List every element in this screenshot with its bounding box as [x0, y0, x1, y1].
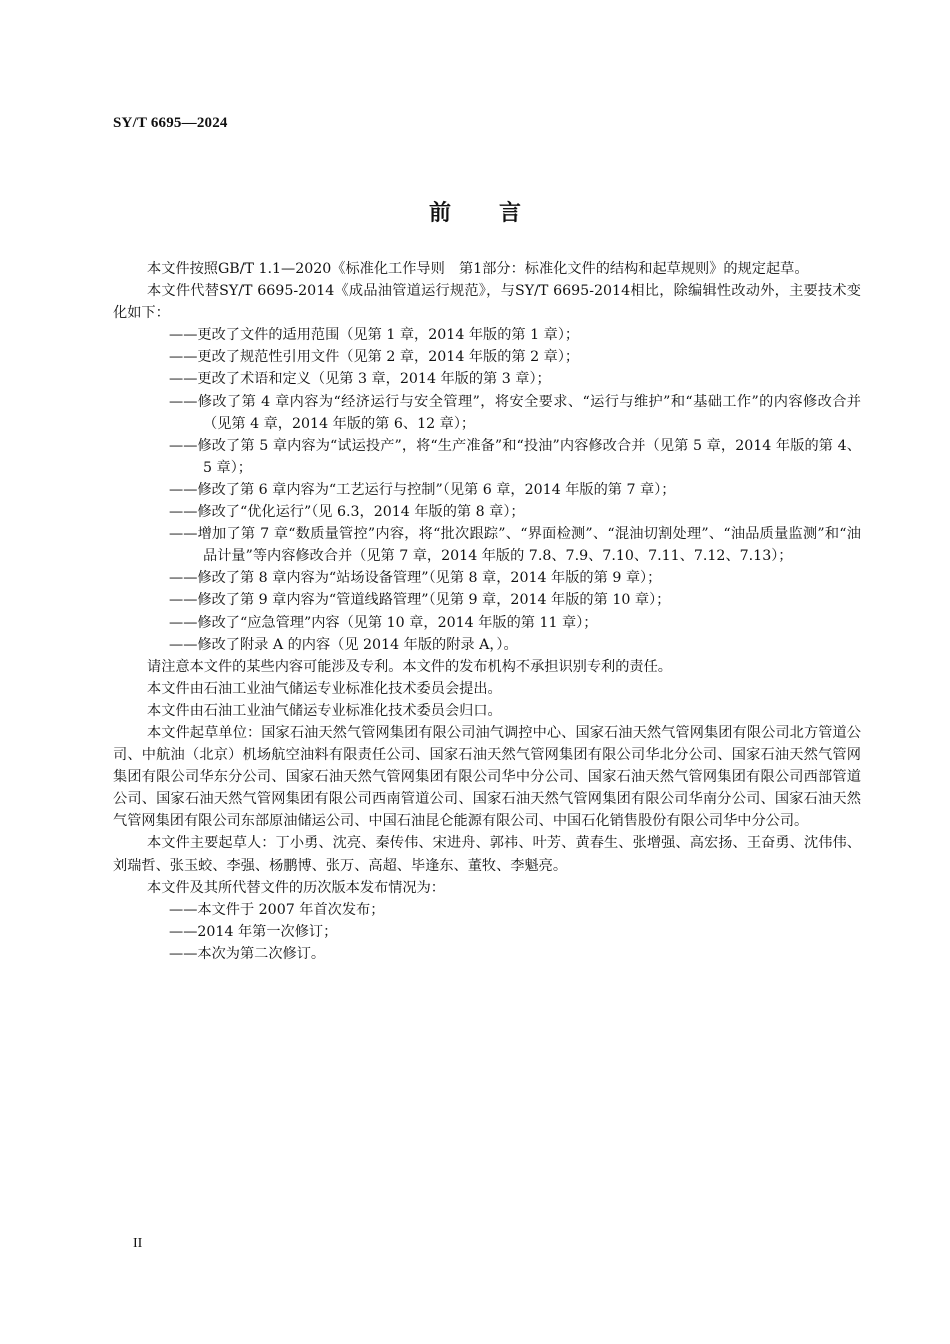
- drafters-paragraph: 本文件主要起草人：丁小勇、沈亮、秦传伟、宋进舟、郭祎、叶芳、黄春生、张增强、高宏扬、王奋勇、沈伟伟、刘瑞哲、张玉蛟、李强、杨鹏博、张万、高超、毕逢东、董牧、李魁亮。: [113, 835, 861, 874]
- history-item: ——2014 年第一次修订；: [169, 923, 338, 940]
- title-char-2: 言: [499, 201, 522, 226]
- drafting-basis-paragraph: 本文件按照GB/T 1.1—2020《标准化工作导则 第1部分：标准化文件的结构和起草规则》的规定起草。: [147, 261, 809, 277]
- change-item: ——修改了“应急管理”内容（见第 10 章，2014 年版的第 11 章）；: [169, 614, 598, 631]
- change-item: ——更改了文件的适用范围（见第 1 章，2014 年版的第 1 章）；: [169, 327, 580, 344]
- standard-code: SY/T 6695—2024: [113, 115, 228, 131]
- page-number: II: [133, 1236, 143, 1251]
- change-item: ——修改了第 9 章内容为“管道线路管理”（见第 9 章，2014 年版的第 10 章）；: [169, 592, 671, 609]
- change-item: ——修改了“优化运行”（见 6.3，2014 年版的第 8 章）；: [169, 504, 525, 521]
- change-item: ——修改了附录 A 的内容（见 2014 年版的附录 A，）。: [169, 636, 518, 653]
- change-item: ——更改了规范性引用文件（见第 2 章，2014 年版的第 2 章）；: [169, 349, 580, 366]
- history-item: ——本文件于 2007 年首次发布；: [169, 901, 385, 918]
- replacement-paragraph: 本文件代替SY/T 6695-2014《成品油管道运行规范》，与SY/T 6695-2014相比，除编辑性改动外，主要技术变化如下：: [113, 283, 861, 322]
- change-item: ——增加了第 7 章“数质量管控”内容，将“批次跟踪”、“界面检测”、“混油切割处理”、“油品质量监测”和“油品计量”等内容修改合并（见第 7 章，2014 年版的 7.8、7.9、7.10、7.11、7.12、7.13）；: [169, 526, 861, 565]
- change-item: ——更改了术语和定义（见第 3 章，2014 年版的第 3 章）；: [169, 371, 551, 388]
- drafting-units-paragraph: 本文件起草单位：国家石油天然气管网集团有限公司油气调控中心、国家石油天然气管网集团有限公司北方管道公司、中航油（北京）机场航空油料有限责任公司、国家石油天然气管网集团有限公司华北分公司、国家石油天然气管网集团有限公司华东分公司、国家石油天然气管网集团有限公司华中分公司、国家石油天然气管网集团有限公司西部管道公司、国家石油天然气管网集团有限公司西南管道公司、国家石油天然气管网集团有限公司华南分公司、国家石油天然气管网集团有限公司东部原油储运公司、中国石油昆仑能源有限公司、中国石化销售股份有限公司华中分公司。: [113, 724, 861, 830]
- change-item: ——修改了第 4 章内容为“经济运行与安全管理”，将安全要求、“运行与维护”和“基础工作”的内容修改合并（见第 4 章，2014 年版的第 6、12 章）；: [169, 393, 861, 432]
- patent-notice-paragraph: 请注意本文件的某些内容可能涉及专利。本文件的发布机构不承担识别专利的责任。: [147, 658, 672, 675]
- change-item: ——修改了第 5 章内容为“试运投产”，将“生产准备”和“投油”内容修改合并（见第 5 章，2014 年版的第 4、5 章）；: [169, 437, 861, 476]
- foreword-body: [113, 258, 861, 965]
- proposer-paragraph: 本文件由石油工业油气储运专业标准化技术委员会提出。: [147, 680, 502, 697]
- administrator-paragraph: 本文件由石油工业油气储运专业标准化技术委员会归口。: [147, 702, 502, 719]
- change-item: ——修改了第 6 章内容为“工艺运行与控制”（见第 6 章，2014 年版的第 7 章）；: [169, 481, 676, 498]
- change-item: ——修改了第 8 章内容为“站场设备管理”（见第 8 章，2014 年版的第 9 章）；: [169, 570, 662, 587]
- history-item: ——本次为第二次修订。: [169, 945, 326, 962]
- history-intro-paragraph: 本文件及其所代替文件的历次版本发布情况为：: [147, 879, 445, 896]
- title-char-1: 前: [428, 201, 451, 226]
- page-title: [0, 196, 950, 227]
